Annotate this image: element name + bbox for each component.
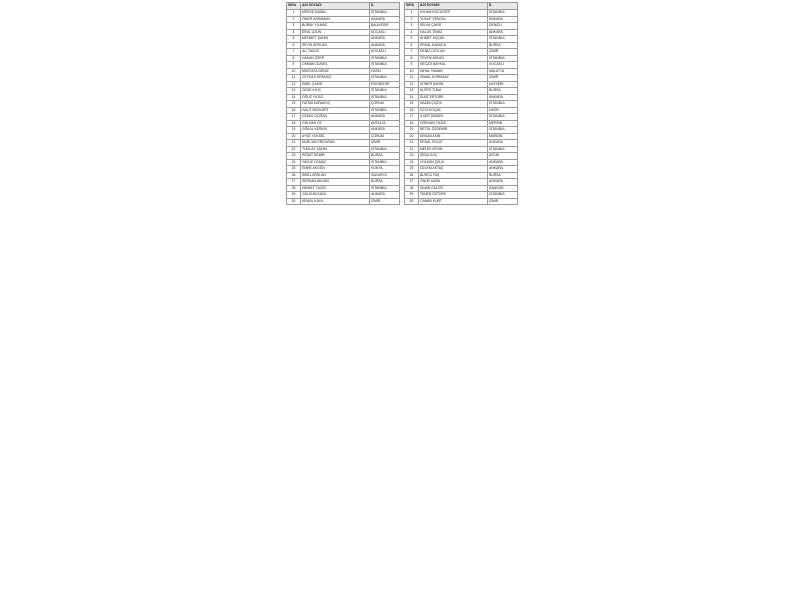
city-cell: İSTANBUL xyxy=(488,192,518,199)
right-table-body xyxy=(405,10,518,205)
city-cell: İSTANBUL xyxy=(370,159,400,166)
row-number: 24 xyxy=(287,159,301,166)
name-cell: AYHAN KOCAYİĞİT xyxy=(419,10,488,17)
row-number: 21 xyxy=(287,140,301,147)
name-cell: VOLKAN ÇELİK xyxy=(419,159,488,166)
city-cell: KAYSERİ xyxy=(488,81,518,88)
row-number: 30 xyxy=(405,198,419,205)
row-number: 28 xyxy=(287,185,301,192)
name-cell: HİKMET YAZICI xyxy=(301,185,370,192)
row-number: 22 xyxy=(287,146,301,153)
row-number: 2 xyxy=(405,16,419,23)
city-cell: İZMİR xyxy=(370,198,400,205)
row-number: 8 xyxy=(405,55,419,62)
name-cell: CEMAL DOĞAN xyxy=(301,114,370,121)
name-cell: GÖKHAN YILDIZ xyxy=(419,120,488,127)
row-number: 7 xyxy=(287,49,301,56)
city-cell: BURSA xyxy=(488,172,518,179)
city-cell: BURSA xyxy=(488,42,518,49)
name-cell: SELİM ÇAKIR xyxy=(419,23,488,30)
name-cell: SUAT ERTÜRK xyxy=(419,94,488,101)
name-cell: AYŞE YÜKSEL xyxy=(301,133,370,140)
city-cell: BALIKESİR xyxy=(370,23,400,30)
city-cell: ANKARA xyxy=(370,42,400,49)
row-number: 6 xyxy=(405,42,419,49)
name-cell: NAZMİ ÇİÇEK xyxy=(419,101,488,108)
city-cell: HATAY xyxy=(370,68,400,75)
name-cell: EMRE AKGÜN xyxy=(301,166,370,173)
city-cell: ANKARA xyxy=(370,114,400,121)
row-number: 6 xyxy=(287,42,301,49)
city-cell: KONYA xyxy=(370,166,400,173)
header-cell: İL xyxy=(370,3,400,10)
name-cell: ÖZGE KILIÇ xyxy=(301,88,370,95)
city-cell: ANKARA xyxy=(370,127,400,134)
name-cell: SEDA KOÇ xyxy=(419,153,488,160)
name-cell: ALPER TUNA xyxy=(419,88,488,95)
city-cell: ANKARA xyxy=(488,179,518,186)
header-cell: ADI SOYADI xyxy=(419,3,488,10)
header-cell: SIRA xyxy=(287,3,301,10)
right-table xyxy=(404,2,518,205)
name-cell: HALİT BOZKURT xyxy=(301,107,370,114)
name-cell: ÖMER KARAMAN xyxy=(301,16,370,23)
name-cell: DENİZ CEYLAN xyxy=(419,49,488,56)
name-cell: ERAL UZUN xyxy=(301,29,370,36)
row-number: 14 xyxy=(287,94,301,101)
city-cell: ANKARA xyxy=(488,166,518,173)
row-number: 9 xyxy=(405,62,419,69)
city-cell: İSTANBUL xyxy=(370,107,400,114)
city-cell: ANKARA xyxy=(488,29,518,36)
header-cell: SIRA xyxy=(405,3,419,10)
row-number: 30 xyxy=(287,198,301,205)
city-cell: KOCAELİ xyxy=(370,49,400,56)
row-number: 29 xyxy=(287,192,301,199)
row-number: 26 xyxy=(287,172,301,179)
row-number: 23 xyxy=(287,153,301,160)
city-cell: MALATYA xyxy=(488,68,518,75)
city-cell: ÇORUM xyxy=(370,101,400,108)
row-number: 25 xyxy=(287,166,301,173)
name-cell: TUNCAY ŞAHİN xyxy=(301,146,370,153)
city-cell: İSTANBUL xyxy=(488,146,518,153)
row-number: 28 xyxy=(405,185,419,192)
city-cell: ANKARA xyxy=(370,16,400,23)
row-number: 12 xyxy=(287,81,301,88)
row-number: 4 xyxy=(287,29,301,36)
city-cell: SAKARYA xyxy=(370,172,400,179)
city-cell: İSTANBUL xyxy=(488,55,518,62)
city-cell: İSTANBUL xyxy=(370,94,400,101)
city-cell: İSTANBUL xyxy=(370,10,400,17)
city-cell: KOCAELİ xyxy=(370,29,400,36)
city-cell: İSTANBUL xyxy=(370,146,400,153)
row-number: 25 xyxy=(405,166,419,173)
city-cell: ANKARA xyxy=(370,192,400,199)
name-cell: NİHAL YAMAN xyxy=(419,68,488,75)
name-cell: BETÜL ÖZDEMİR xyxy=(419,127,488,134)
city-cell: AYDIN xyxy=(488,153,518,160)
row-number: 19 xyxy=(405,127,419,134)
city-cell: KOCAELİ xyxy=(488,62,518,69)
row-number: 20 xyxy=(287,133,301,140)
name-cell: FATMA KARAKOÇ xyxy=(301,101,370,108)
city-cell: İSTANBUL xyxy=(488,10,518,17)
header-row xyxy=(405,3,518,10)
name-cell: NECATİ BAYKAL xyxy=(419,62,488,69)
name-cell: MERVE KAMAL xyxy=(301,10,370,17)
name-cell: TANER ÖZTÜRK xyxy=(419,192,488,199)
left-column xyxy=(286,2,400,598)
city-cell: ANKARA xyxy=(488,16,518,23)
row-number: 11 xyxy=(287,75,301,82)
name-cell: ALİ YAVUZ xyxy=(301,49,370,56)
right-column xyxy=(404,2,518,598)
city-cell: ANTALYA xyxy=(370,120,400,127)
city-cell: İSTANBUL xyxy=(370,75,400,82)
city-cell: MERSİN xyxy=(488,120,518,127)
name-cell: SEVGİ ARSLAN xyxy=(301,42,370,49)
row-number: 2 xyxy=(287,16,301,23)
city-cell: İZMİR xyxy=(488,75,518,82)
row-number: 1 xyxy=(405,10,419,17)
city-cell: ANKARA xyxy=(370,36,400,43)
row-number: 8 xyxy=(287,55,301,62)
row-number: 5 xyxy=(405,36,419,43)
row-number: 24 xyxy=(405,159,419,166)
row-number: 15 xyxy=(287,101,301,108)
city-cell: İSTANBUL xyxy=(370,62,400,69)
name-cell: KENAN AKIN xyxy=(419,133,488,140)
row-number: 17 xyxy=(405,114,419,121)
city-cell: İSTANBUL xyxy=(370,185,400,192)
row-number: 18 xyxy=(405,120,419,127)
row-number: 11 xyxy=(405,75,419,82)
name-cell: TEVFİK ASLAN xyxy=(419,55,488,62)
city-cell: DENİZLİ xyxy=(488,23,518,30)
header-cell: ADI SOYADI xyxy=(301,3,370,10)
document-page xyxy=(286,2,518,598)
row-number: 19 xyxy=(287,127,301,134)
row-number: 14 xyxy=(405,94,419,101)
row-number: 18 xyxy=(287,120,301,127)
city-cell: İSTANBUL xyxy=(488,101,518,108)
row-number: 4 xyxy=(405,29,419,36)
name-cell: EZGİ KOÇAK xyxy=(419,107,488,114)
city-cell: ESKİŞEHİR xyxy=(370,81,400,88)
row-number: 23 xyxy=(405,153,419,160)
row-number: 7 xyxy=(405,49,419,56)
city-cell: İSTANBUL xyxy=(488,114,518,121)
name-cell: GÜLSÜM KAYA xyxy=(301,192,370,199)
name-cell: İSMAİL KORKMAZ xyxy=(419,75,488,82)
name-cell: EMEL ÇAKIR xyxy=(301,81,370,88)
city-cell: İSTANBUL xyxy=(370,55,400,62)
city-cell: ÇORUM xyxy=(370,133,400,140)
name-cell: SİBEL ARSLAN xyxy=(301,172,370,179)
row-number: 26 xyxy=(405,172,419,179)
name-cell: İLKER ŞİMŞEK xyxy=(419,114,488,121)
name-cell: MELEK AYDIN xyxy=(419,146,488,153)
row-number: 10 xyxy=(405,68,419,75)
name-cell: YAVUZ YILMAZ xyxy=(301,159,370,166)
row-number: 12 xyxy=(405,81,419,88)
name-cell: NURCAN ERDOĞAN xyxy=(301,140,370,147)
row-number: 5 xyxy=(287,36,301,43)
row-number: 3 xyxy=(405,23,419,30)
name-cell: ERKAL KARACA xyxy=(419,42,488,49)
city-cell: İSTANBUL xyxy=(488,36,518,43)
row-number: 29 xyxy=(405,192,419,199)
left-table-body xyxy=(287,10,400,205)
city-cell: İSTANBUL xyxy=(370,88,400,95)
name-cell: CANAN KURT xyxy=(419,198,488,205)
city-cell: BURSA xyxy=(370,179,400,186)
name-cell: ERDAL POLAT xyxy=(419,140,488,147)
name-cell: MEHMET ŞAHİN xyxy=(301,36,370,43)
row-number: 17 xyxy=(287,114,301,121)
name-cell: HAKAN ÖZER xyxy=(301,55,370,62)
row-number: 15 xyxy=(405,101,419,108)
name-cell: AHMET KÜÇÜK xyxy=(419,36,488,43)
name-cell: SERKAN AKGÜN xyxy=(301,179,370,186)
row-number: 3 xyxy=(287,23,301,30)
name-cell: CEYDA KORKMAZ xyxy=(301,75,370,82)
name-cell: HALUK TEMİZ xyxy=(419,29,488,36)
city-cell: İSTANBUL xyxy=(488,127,518,134)
name-cell: OĞUZ YILDIZ xyxy=(301,94,370,101)
city-cell: MARDİN xyxy=(488,133,518,140)
left-table xyxy=(286,2,400,205)
name-cell: ONUR KARA xyxy=(419,179,488,186)
header-cell: İL xyxy=(488,3,518,10)
row-number: 10 xyxy=(287,68,301,75)
city-cell: ANKARA xyxy=(488,159,518,166)
city-cell: ANKARA xyxy=(488,140,518,147)
row-number: 21 xyxy=(405,140,419,147)
name-cell: GÜLHAN ÖZ xyxy=(301,120,370,127)
name-cell: YUSUF ŞENGÜL xyxy=(419,16,488,23)
row-number: 16 xyxy=(405,107,419,114)
row-number: 27 xyxy=(405,179,419,186)
row-number: 20 xyxy=(405,133,419,140)
name-cell: ÖZLEM AKTAŞ xyxy=(419,166,488,173)
name-cell: BURCU TAŞ xyxy=(419,172,488,179)
city-cell: İZMİR xyxy=(488,49,518,56)
name-cell: REŞAT DEMİR xyxy=(301,153,370,160)
name-cell: SONER ŞAHİN xyxy=(419,81,488,88)
name-cell: KEMAL KAYA xyxy=(301,198,370,205)
row-number: 22 xyxy=(405,146,419,153)
name-cell: BURAK YILMAZ xyxy=(301,23,370,30)
table-row xyxy=(287,198,400,205)
name-cell: SİNAN GÜLER xyxy=(419,185,488,192)
row-number: 13 xyxy=(405,88,419,95)
row-number: 1 xyxy=(287,10,301,17)
city-cell: BURSA xyxy=(488,88,518,95)
city-cell: İZMİR xyxy=(370,140,400,147)
city-cell: İZMİR xyxy=(488,198,518,205)
name-cell: GÖKAL KESKİN xyxy=(301,127,370,134)
row-number: 27 xyxy=(287,179,301,186)
table-row xyxy=(405,198,518,205)
city-cell: SAMSUN xyxy=(488,185,518,192)
name-cell: OSMAN GÜNEŞ xyxy=(301,62,370,69)
row-number: 9 xyxy=(287,62,301,69)
city-cell: ANKARA xyxy=(488,94,518,101)
header-row xyxy=(287,3,400,10)
city-cell: BURSA xyxy=(370,153,400,160)
city-cell: HATAY xyxy=(488,107,518,114)
row-number: 16 xyxy=(287,107,301,114)
row-number: 13 xyxy=(287,88,301,95)
name-cell: MUSTAFA DENİZ xyxy=(301,68,370,75)
